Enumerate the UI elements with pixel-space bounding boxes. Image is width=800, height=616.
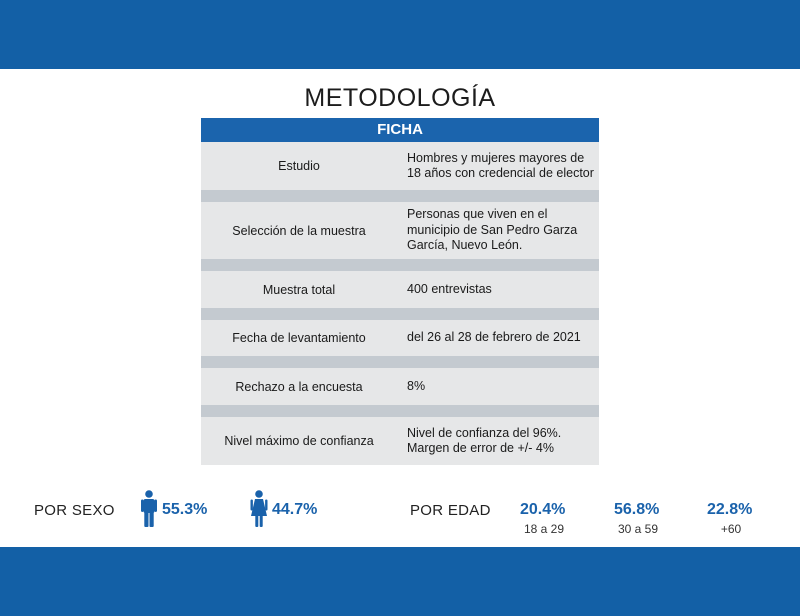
age-group-1-range: 18 a 29: [523, 522, 565, 536]
por-edad-label: POR EDAD: [410, 502, 491, 519]
row-separator: [201, 356, 599, 368]
ficha-row-fecha: [201, 320, 599, 356]
ficha-row-rechazo: [201, 368, 599, 405]
male-percentage: 55.3%: [162, 501, 208, 518]
ficha-row-seleccion: [201, 202, 599, 259]
ficha-row-confianza: [201, 417, 599, 465]
por-sexo-label: POR SEXO: [34, 502, 115, 519]
female-percentage: 44.7%: [272, 501, 318, 518]
row-separator: [201, 308, 599, 320]
ficha-header: FICHA: [201, 118, 599, 142]
age-group-3-percentage: 22.8%: [707, 501, 753, 518]
top-banner: [0, 0, 800, 69]
row-label: Fecha de levantamiento: [232, 331, 366, 345]
row-value: Nivel de confianza del 96%. Margen de error de +/- 4%: [407, 425, 562, 455]
row-label: Rechazo a la encuesta: [235, 379, 363, 394]
age-group-3-range: +60: [720, 522, 742, 536]
bottom-banner: [0, 547, 800, 616]
row-separator: [201, 259, 599, 271]
age-group-2-range: 30 a 59: [617, 522, 659, 536]
ficha-row-estudio: [201, 142, 599, 190]
ficha-table: [201, 118, 599, 465]
row-value: 400 entrevistas: [407, 281, 492, 296]
female-person-icon: [250, 490, 268, 528]
male-person-icon: [141, 490, 157, 528]
demographics-summary: [0, 498, 800, 543]
row-value: 8%: [407, 378, 426, 393]
row-label: Muestra total: [262, 282, 336, 297]
age-group-2-percentage: 56.8%: [614, 501, 660, 518]
row-label: Estudio: [278, 159, 320, 173]
row-value: Personas que viven en el municipio de San Pedro Garza García, Nuevo León.: [407, 207, 578, 253]
row-separator: [201, 405, 599, 417]
row-label: Nivel máximo de confianza: [224, 434, 374, 448]
row-label: Selección de la muestra: [232, 223, 366, 238]
row-value: del 26 al 28 de febrero de 2021: [407, 330, 581, 345]
ficha-row-muestra-total: [201, 271, 599, 308]
row-separator: [201, 190, 599, 202]
age-group-1-percentage: 20.4%: [520, 501, 566, 518]
row-value: Hombres y mujeres mayores de 18 años con credencial de elector: [407, 150, 594, 180]
page-title: METODOLOGÍA: [304, 84, 496, 112]
